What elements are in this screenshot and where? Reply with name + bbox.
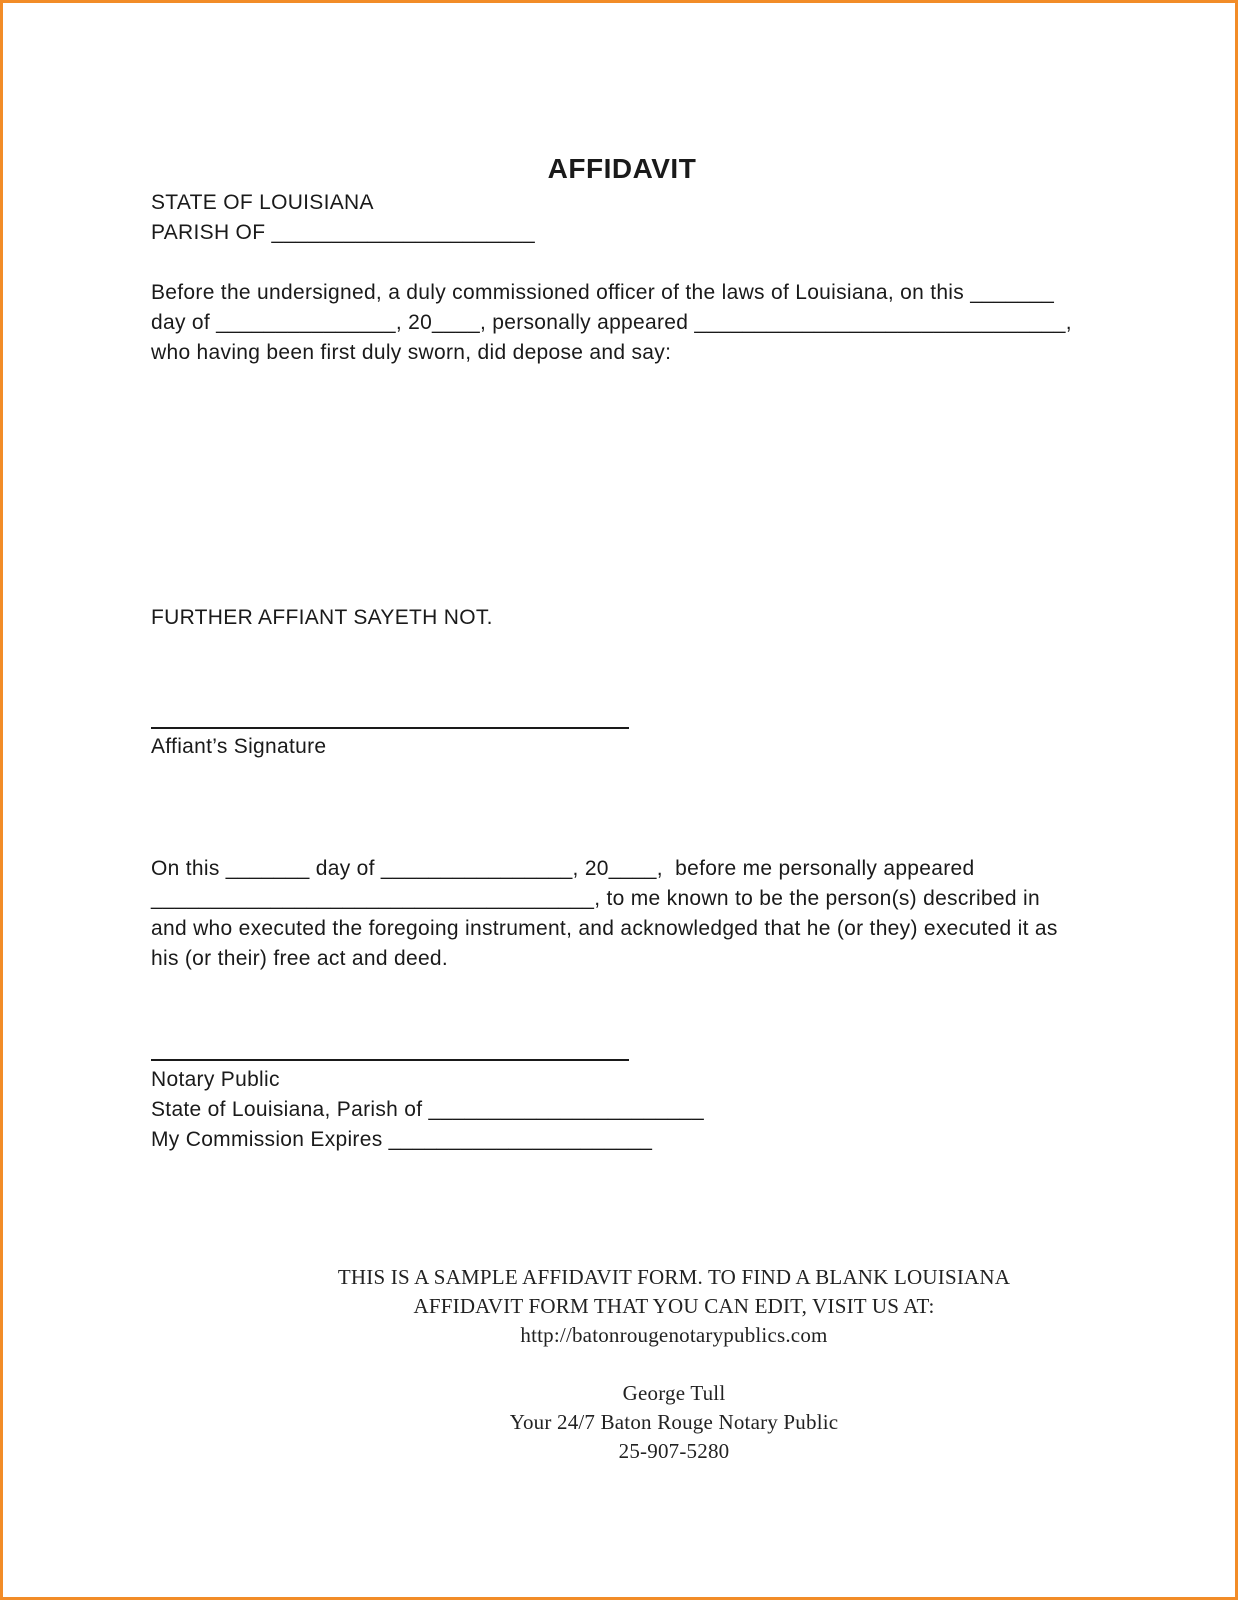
affiant-signature-label: Affiant’s Signature bbox=[151, 735, 327, 758]
closing-statement: FURTHER AFFIANT SAYETH NOT. bbox=[151, 606, 493, 629]
footer-website-link[interactable]: http://batonrougenotarypublics.com bbox=[520, 1323, 828, 1347]
footer-notice-line-2: AFFIDAVIT FORM THAT YOU CAN EDIT, VISIT US AT: bbox=[413, 1294, 935, 1318]
acknowledgment-line-3: and who executed the foregoing instrument, and acknowledged that he (or they) executed it as bbox=[151, 917, 1058, 940]
acknowledgment-line-1: On this _______ day of ________________, 20____, before me personally appeared bbox=[151, 857, 975, 880]
acknowledgment-line-2: _____________________________________, to me known to be the person(s) described in bbox=[151, 887, 1040, 910]
footer-contact-name: George Tull bbox=[622, 1381, 726, 1405]
footer-notice-line-1: THIS IS A SAMPLE AFFIDAVIT FORM. TO FIND A BLANK LOUISIANA bbox=[337, 1265, 1011, 1289]
notary-signature-line bbox=[151, 1059, 629, 1061]
state-heading: STATE OF LOUISIANA bbox=[151, 191, 374, 214]
intro-line-3: who having been first duly sworn, did depose and say: bbox=[151, 341, 672, 364]
acknowledgment-line-4: his (or their) free act and deed. bbox=[151, 947, 449, 970]
affiant-signature-line bbox=[151, 727, 629, 729]
document-title: AFFIDAVIT bbox=[547, 153, 697, 184]
notary-parish: State of Louisiana, Parish of _______________________ bbox=[151, 1098, 705, 1121]
notary-commission: My Commission Expires ______________________ bbox=[151, 1128, 653, 1151]
intro-line-2: day of _______________, 20____, personally appeared _______________________________, bbox=[151, 311, 1072, 334]
intro-line-1: Before the undersigned, a duly commissioned officer of the laws of Louisiana, on this _______ bbox=[151, 281, 1055, 304]
notary-label: Notary Public bbox=[151, 1068, 280, 1091]
footer-contact-phone: 25-907-5280 bbox=[618, 1439, 730, 1463]
parish-heading: PARISH OF ______________________ bbox=[151, 221, 536, 244]
footer-contact-title: Your 24/7 Baton Rouge Notary Public bbox=[509, 1410, 839, 1434]
